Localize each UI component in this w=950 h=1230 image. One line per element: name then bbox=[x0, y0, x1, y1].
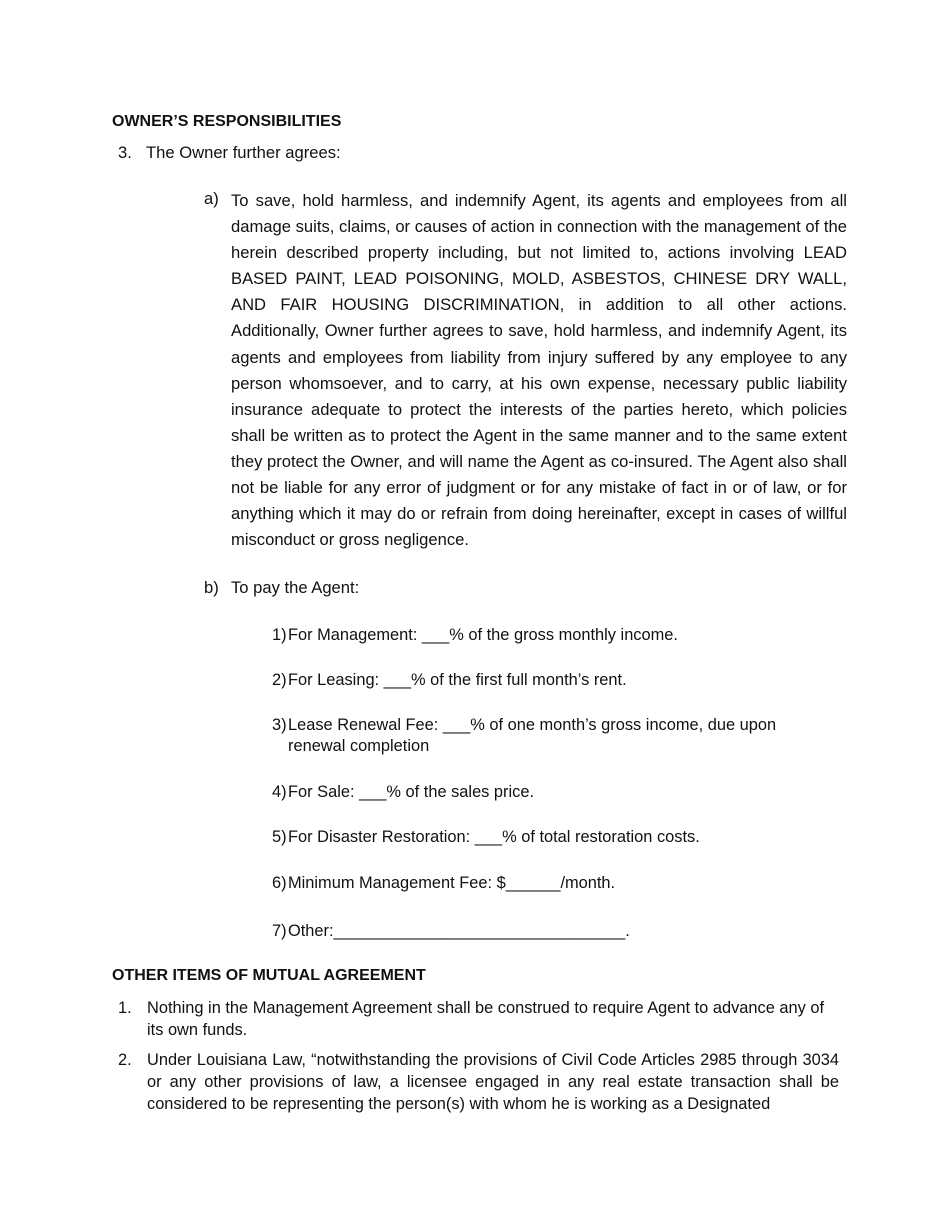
fee-suffix-line2: renewal completion bbox=[288, 737, 430, 755]
blank-field: ___ bbox=[359, 783, 387, 801]
owners-responsibilities-heading: OWNER’S RESPONSIBILITIES bbox=[112, 113, 342, 130]
subclause-b-marker: b) bbox=[204, 578, 219, 597]
fee-label: For Disaster Restoration: bbox=[288, 828, 475, 846]
fee-number: 4) bbox=[272, 783, 287, 801]
fee-label: Other: bbox=[288, 922, 334, 940]
fee-number: 6) bbox=[272, 874, 287, 892]
subclause-a-marker: a) bbox=[204, 189, 219, 208]
item-number: 2. bbox=[118, 1051, 132, 1069]
fee-label: Minimum Management Fee: $ bbox=[288, 874, 506, 892]
fee-label: For Sale: bbox=[288, 783, 360, 801]
fee-number: 7) bbox=[272, 922, 287, 940]
fee-label: For Management: bbox=[288, 626, 422, 644]
blank-field: ________________________________ bbox=[333, 922, 626, 940]
fee-suffix: % of one month’s gross income, due upon bbox=[470, 716, 777, 734]
blank-field: ______ bbox=[505, 874, 561, 892]
subclause-b-text: To pay the Agent: bbox=[231, 578, 360, 597]
fee-suffix: % of total restoration costs. bbox=[502, 828, 700, 846]
fee-suffix: /month. bbox=[560, 874, 616, 892]
item-text: Nothing in the Management Agreement shall be construed to require Agent to advance any of its own funds. bbox=[147, 999, 825, 1039]
blank-field: ___ bbox=[442, 716, 471, 734]
fee-label: Lease Renewal Fee: bbox=[288, 716, 443, 734]
fee-suffix: % of the first full month’s rent. bbox=[411, 671, 627, 689]
fee-label: For Leasing: bbox=[288, 671, 384, 689]
fee-suffix: % of the sales price. bbox=[386, 783, 535, 801]
fee-suffix: . bbox=[625, 922, 630, 940]
clause-3-number: 3. bbox=[118, 143, 132, 162]
item-number: 1. bbox=[118, 999, 132, 1017]
blank-field: ___ bbox=[474, 828, 503, 846]
fee-number: 2) bbox=[272, 671, 287, 689]
fee-number: 1) bbox=[272, 626, 287, 644]
item-text: Under Louisiana Law, “notwithstanding the provisions of Civil Code Articles 2985 through 3034 or any other provisions of law, a licensee engaged in any real estate transaction shall be considered to be representing the person(s) with whom he is working as a Designated bbox=[147, 1051, 839, 1113]
clause-3-text: The Owner further agrees: bbox=[146, 143, 341, 162]
fee-suffix: % of the gross monthly income. bbox=[449, 626, 678, 644]
subclause-a-text: To save, hold harmless, and indemnify Agent, its agents and employees from all damage suits, claims, or causes of action in connection with the management of the herein described property including, but not limited to, actions involving LEAD BASED PAINT, LEAD POISONING, MOLD, ASBESTOS, CHINESE DRY WALL, AND FAIR HOUSING DISCRIMINATION, in addition to all other actions. Additionally, Owner further agrees to save, hold harmless, and indemnify Agent, its agents and employees from liability from injury suffered by any employee to any person whomsoever, and to carry, at his own expense, necessary public liability insurance adequate to protect the interests of the parties hereto, which policies shall be written as to protect the Agent in the same manner and to the same extent they protect the Owner, and will name the Agent as co-insured. The Agent also shall not be liable for any error of judgment or for any mistake of fact in or of law, or for anything which it may do or refrain from doing hereinafter, except in cases of willful misconduct or gross negligence. bbox=[231, 191, 847, 550]
mutual-agreement-heading: OTHER ITEMS OF MUTUAL AGREEMENT bbox=[112, 967, 426, 984]
fee-number: 5) bbox=[272, 828, 287, 846]
blank-field: ___ bbox=[383, 671, 412, 689]
blank-field: ___ bbox=[421, 626, 450, 644]
fee-number: 3) bbox=[272, 716, 287, 734]
